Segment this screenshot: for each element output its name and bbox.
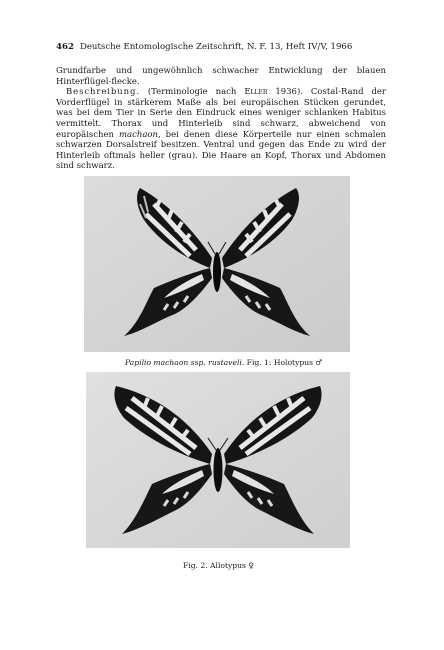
section-label: Beschreibung.	[66, 87, 140, 98]
caption-label: Fig. 1: Holotypus ♂	[246, 358, 323, 367]
paragraph-1: Grundfarbe und ungewöhnlich schwacher Entwicklung der blauen Hinterflügel-flecke.	[56, 66, 386, 87]
butterfly-holotype-image	[84, 176, 350, 352]
page-number: 462	[56, 42, 74, 52]
running-title: Deutsche Entomologische Zeitschrift, N. F. 13, Heft IV/V, 1966	[79, 42, 353, 52]
figure-2-photo	[86, 372, 350, 548]
figure-2-caption: Fig. 2. Allotypus ♀	[183, 561, 254, 570]
text-run: (Terminologie nach	[139, 87, 245, 98]
butterfly-allotype-image	[86, 372, 350, 548]
taxon-name: machaon	[118, 129, 158, 140]
running-header	[56, 42, 386, 54]
text-run: 1936). Costal-Rand der Vorderflügel in stärkerem Maße als bei europäischen Stücken gerundet, was bei dem Tier in Serie den Eindruck eines weniger schlanken Habitus vermittelt. Thorax und Hinterleib sind schwarz, abweichend von europäischen	[56, 87, 386, 140]
figure-1-caption	[125, 358, 322, 367]
paragraph-description	[56, 87, 386, 172]
author-citation: Eller	[244, 87, 268, 98]
caption-taxon: Papilio machaon ssp. rustaveli.	[125, 358, 245, 367]
figure-1-photo	[84, 176, 350, 352]
text-run: , bei denen diese Körperteile nur einen schmalen schwarzen Dorsalstreif besitzen. Ventral und gegen das Ende zu wird der Hinterleib oftmals heller (grau). Die Haare an Kopf, Thorax und Abdomen sind schwarz.	[56, 129, 386, 172]
body-text	[56, 66, 386, 172]
